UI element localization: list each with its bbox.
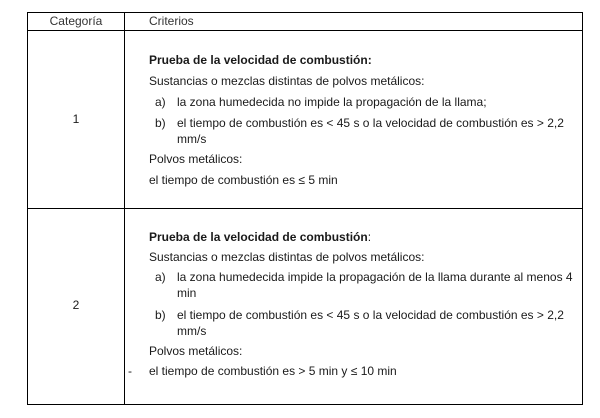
row1-item-b-marker: b) xyxy=(155,116,166,130)
row2-item-a-marker: a) xyxy=(155,270,166,284)
row2-item-b-text: el tiempo de combustión es < 45 s o la velocidad de combustión es > 2,2 xyxy=(177,308,564,322)
row1-item-a-text: la zona humedecida no impide la propagación de la llama; xyxy=(177,95,487,109)
header-criteria: Criterios xyxy=(149,14,194,28)
row2-item-a-text: la zona humedecida impide la propagación de la llama durante al menos 4 xyxy=(177,270,573,284)
row1-test-title: Prueba de la velocidad de combustión: xyxy=(149,53,372,67)
table-border-right xyxy=(582,12,583,405)
row2-metal-label: Polvos metálicos: xyxy=(149,344,243,358)
header-divider xyxy=(27,30,583,31)
row2-metal-criterion: el tiempo de combustión es > 5 min y ≤ 10 min xyxy=(149,364,397,378)
row1-substances-label: Sustancias o mezclas distintas de polvos metálicos: xyxy=(149,74,425,88)
row-divider xyxy=(27,208,583,209)
category-2: 2 xyxy=(72,298,80,312)
row2-item-a-text-cont: min xyxy=(177,286,197,300)
row2-substances-label: Sustancias o mezclas distintas de polvos metálicos: xyxy=(149,250,425,264)
row2-test-title xyxy=(149,230,371,245)
row2-item-b-text-cont: mm/s xyxy=(177,324,207,338)
row2-test-title-bold: Prueba de la velocidad de combustión xyxy=(149,230,368,244)
table-border-top xyxy=(27,12,583,13)
column-divider xyxy=(124,12,125,405)
row1-item-b-text: el tiempo de combustión es < 45 s o la velocidad de combustión es > 2,2 xyxy=(177,116,564,130)
row1-metal-label: Polvos metálicos: xyxy=(149,152,243,166)
category-1: 1 xyxy=(72,112,80,126)
header-category: Categoría xyxy=(49,14,103,28)
row1-metal-criterion: el tiempo de combustión es ≤ 5 min xyxy=(149,173,338,187)
row2-metal-bullet: - xyxy=(128,364,132,378)
row2-test-title-colon: : xyxy=(367,230,372,244)
row1-item-a-marker: a) xyxy=(155,95,166,109)
row1-item-b-text-cont: mm/s xyxy=(177,132,207,146)
row2-item-b-marker: b) xyxy=(155,308,166,322)
table-border-bottom xyxy=(27,404,583,405)
table-border-left xyxy=(27,12,28,405)
